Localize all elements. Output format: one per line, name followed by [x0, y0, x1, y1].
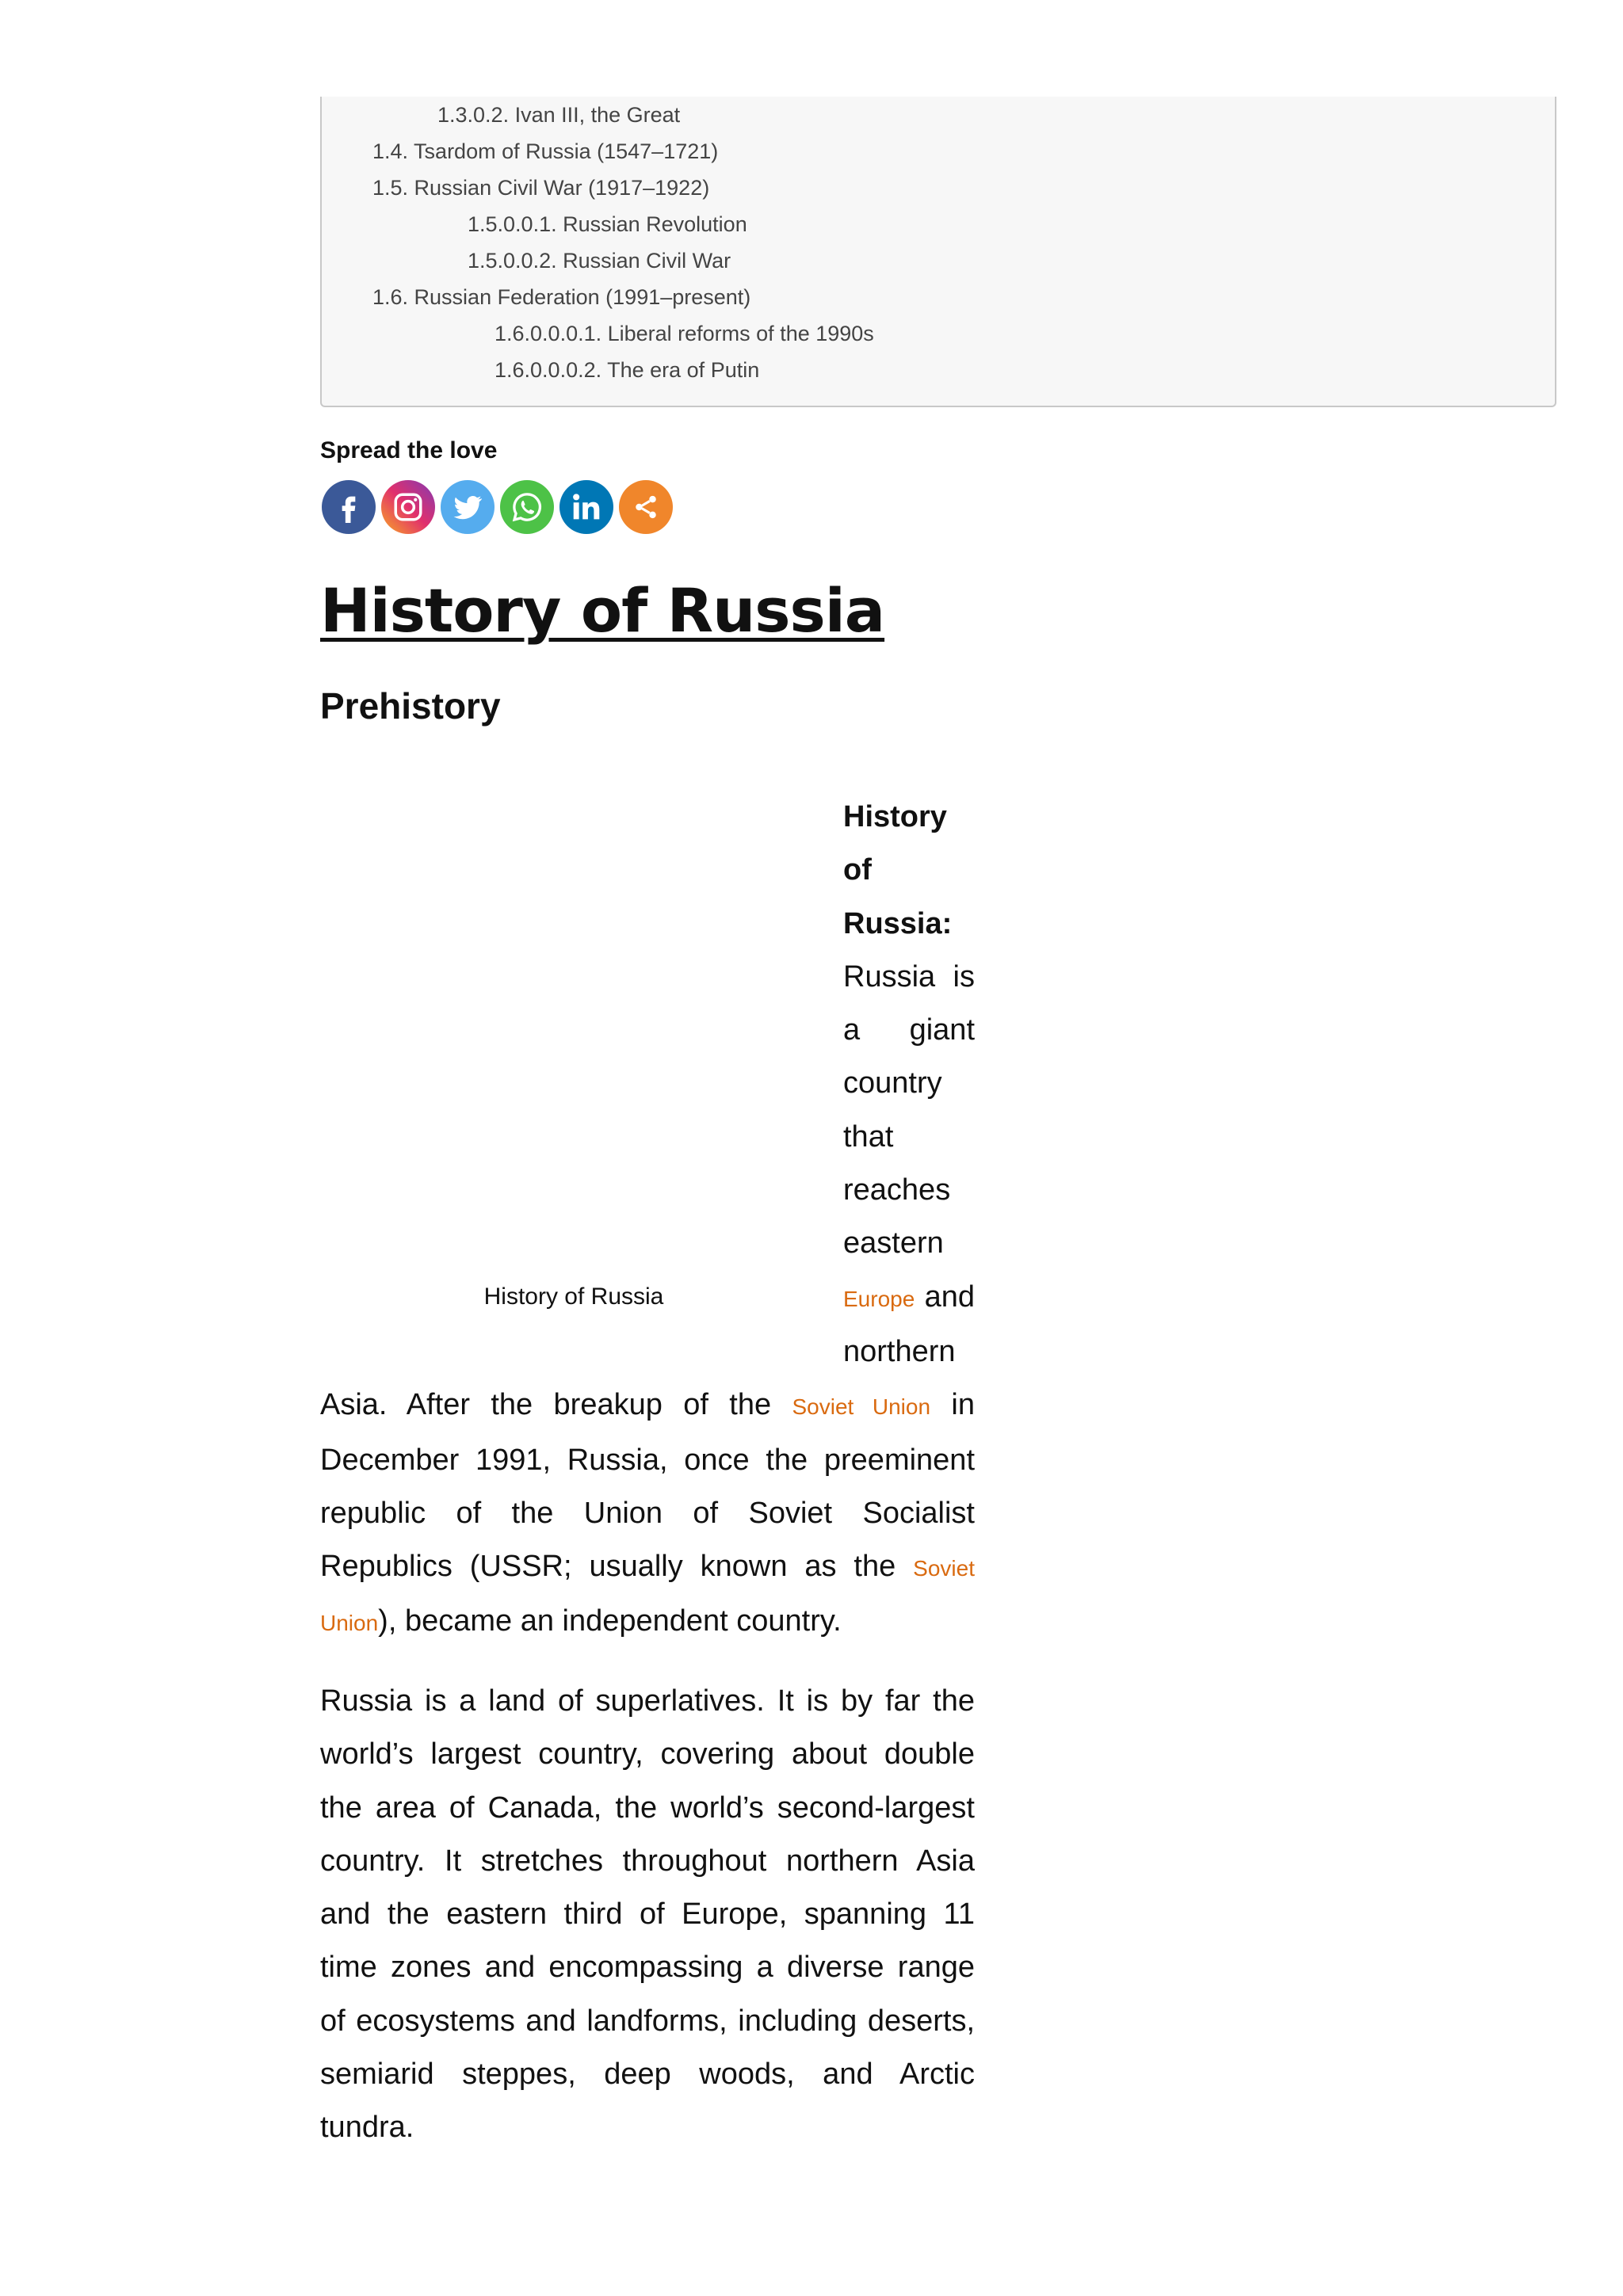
more-share-button[interactable] — [619, 480, 673, 534]
toc-item-russian-civil-war[interactable]: 1.5.0.0.2. Russian Civil War — [468, 249, 731, 273]
toc-item-russian-revolution[interactable]: 1.5.0.0.1. Russian Revolution — [468, 212, 747, 236]
share-title: Spread the love — [320, 437, 498, 463]
bold-lead: History of Russia: — [843, 800, 953, 940]
toc-item-russian-federation[interactable]: 1.6. Russian Federation (1991–present) — [372, 285, 751, 309]
toc-item-civil-war[interactable]: 1.5. Russian Civil War (1917–1922) — [372, 176, 710, 200]
twitter-icon — [451, 490, 484, 524]
figure-float-spacer — [320, 791, 843, 1377]
linkedin-icon — [568, 489, 605, 525]
toc-item-ivan-iii[interactable]: 1.3.0.2. Ivan III, the Great — [437, 103, 681, 127]
link-soviet-union-2[interactable]: Soviet Union — [320, 1556, 975, 1636]
instagram-share-button[interactable] — [381, 480, 435, 534]
toc-item-liberal-reforms[interactable]: 1.6.0.0.0.1. Liberal reforms of the 1990s — [495, 322, 874, 345]
facebook-icon — [333, 491, 365, 523]
article-paragraph-1 — [320, 791, 975, 1650]
link-europe[interactable]: Europe — [843, 1286, 915, 1311]
link-soviet-union[interactable]: Soviet Union — [792, 1394, 931, 1420]
section-heading-prehistory: Prehistory — [320, 685, 501, 727]
figure-caption: History of Russia — [483, 1283, 664, 1310]
page-title: History of Russia — [320, 575, 885, 646]
facebook-share-button[interactable] — [322, 480, 376, 534]
whatsapp-share-button[interactable] — [500, 480, 554, 534]
article-paragraph-2: Russia is a land of superlatives. It is by far the world’s largest country, covering about double the area of Canada, the world’s second-largest country. It stretches throughout northern Asia and the eastern third of Europe, spanning 11 time zones and encompassing a diverse range of ecosystems and landforms, including deserts, semiarid steppes, deep woods, and Arctic tundra. — [320, 1684, 975, 2145]
share-buttons — [322, 480, 673, 534]
toc-item-tsardom[interactable]: 1.4. Tsardom of Russia (1547–1721) — [372, 139, 719, 163]
whatsapp-icon — [510, 490, 544, 524]
table-of-contents — [320, 97, 1556, 407]
para1-text-a: Russia is a giant country that reaches eastern — [843, 959, 975, 1261]
para1-text-b: and northern Asia. After the breakup of the — [320, 1280, 975, 1422]
twitter-share-button[interactable] — [441, 480, 495, 534]
share-icon — [632, 494, 659, 521]
instagram-icon — [391, 490, 425, 524]
para1-text-d: ), became an independent country. — [378, 1604, 842, 1638]
linkedin-share-button[interactable] — [559, 480, 613, 534]
toc-item-era-of-putin[interactable]: 1.6.0.0.0.2. The era of Putin — [495, 358, 760, 382]
para1-text-c: in December 1991, Russia, once the preeminent republic of the Union of Soviet Socialist Republics (USSR; usually known as the — [320, 1388, 975, 1584]
